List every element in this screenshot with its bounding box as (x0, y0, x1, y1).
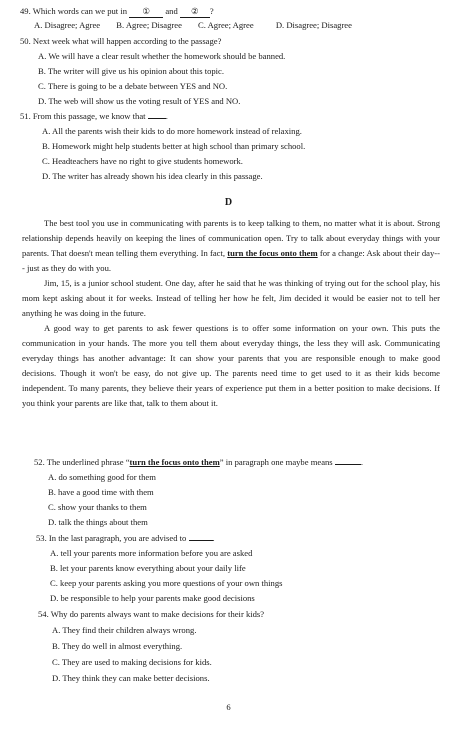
q51-end: . (165, 111, 168, 121)
q50-option-b[interactable]: B. The writer will give us his opinion about this topic. (38, 66, 225, 76)
q52-prefix: 52. The underlined phrase “ (34, 457, 130, 467)
q53-option-b[interactable]: B. let your parents know everything about your daily life (50, 563, 246, 573)
q51-option-a[interactable]: A. All the parents wish their kids to do more homework instead of relaxing. (42, 126, 302, 136)
q52-blank (335, 464, 361, 465)
p1-after: for a change: Ask about their day--- just as they do with you. (22, 248, 440, 273)
passage-paragraph-3: A good way to get parents to ask fewer questions is to offer some information on your own. This puts the communication in your hands. The more you tell them about everyday things, the less they will ask. Communicating everyday things has another advantage: It can show your parents that you are responsible enough to make good decisions. Though it won't be easy, do not give up. The parents need time to get used to it as their kids become independent. To many parents, they believe their years of experience put them in a better position to make decisions. If you think your parents are like that, talk to them about it. (22, 323, 440, 408)
q50-option-d[interactable]: D. The web will show us the voting result of YES and NO. (38, 96, 241, 106)
q49-blank-2 (180, 6, 210, 18)
q53-blank (189, 540, 213, 541)
question-51-stem (20, 111, 168, 122)
q51-option-d[interactable]: D. The writer has already shown his idea clearly in this passage. (42, 171, 263, 181)
q52-phrase: turn the focus onto them (129, 457, 220, 467)
q52-option-b[interactable]: B. have a good time with them (48, 487, 154, 497)
q54-option-b[interactable]: B. They do well in almost everything. (52, 641, 183, 651)
q49-option-c[interactable]: C. Agree; Agree (198, 20, 254, 30)
q49-blank-1-label: ① (142, 6, 151, 16)
question-49-stem (20, 6, 214, 18)
q49-blank-2-label: ② (191, 6, 199, 16)
question-50-stem: 50. Next week what will happen according to the passage? (20, 36, 222, 46)
question-54-stem: 54. Why do parents always want to make decisions for their kids? (38, 609, 265, 619)
q49-option-a[interactable]: A. Disagree; Agree (34, 20, 101, 30)
q54-option-a[interactable]: A. They find their children always wrong. (52, 625, 197, 635)
q49-blank-1 (129, 6, 163, 18)
q51-blank (148, 118, 166, 119)
section-heading: D (224, 197, 233, 208)
q51-stem-text: 51. From this passage, we know that (20, 111, 146, 121)
q52-end: . (360, 457, 363, 467)
q51-option-b[interactable]: B. Homework might help students better at high school than primary school. (42, 141, 306, 151)
p1-underlined-phrase: turn the focus onto them (227, 248, 318, 258)
q54-option-d[interactable]: D. They think they can make better decisions. (52, 673, 210, 683)
q49-mid: and (165, 6, 178, 16)
q53-option-d[interactable]: D. be responsible to help your parents make good decisions (50, 593, 255, 603)
q52-option-d[interactable]: D. talk the things about them (48, 517, 148, 527)
q53-option-c[interactable]: C. keep your parents asking you more questions of your own things (50, 578, 283, 588)
q49-option-d[interactable]: D. Disagree; Disagree (275, 20, 352, 30)
p1-before: The best tool you use in communicating with parents is to keep talking to them, no matter what it is about. Strong relationship depends heavily on keeping the lines of communication open. Try to talk about everyday things with your parents. That doesn't mean telling them everything. In fact, (22, 218, 440, 258)
question-53-stem (36, 533, 215, 544)
q50-option-a[interactable]: A. We will have a clear result whether the homework should be banned. (38, 51, 286, 61)
q53-option-a[interactable]: A. tell your parents more information before you are asked (50, 548, 253, 558)
q50-option-c[interactable]: C. There is going to be a debate between YES and NO. (38, 81, 228, 91)
q49-prefix: 49. Which words can we put in (20, 6, 128, 16)
page-number: 6 (226, 702, 231, 712)
q52-option-c[interactable]: C. show your thanks to them (48, 502, 147, 512)
question-52-stem (34, 457, 363, 468)
q52-suffix: ” in paragraph one maybe means (219, 457, 333, 467)
q51-option-c[interactable]: C. Headteachers have no right to give students homework. (42, 156, 243, 166)
q53-end: . (212, 533, 215, 543)
passage-paragraph-1 (22, 216, 440, 276)
passage-paragraph-2: Jim, 15, is a junior school student. One day, after he said that he was thinking of trying out for the school play, his mom kept asking about it for weeks. Instead of telling her how he felt, Jim decided it would be easier not to tell her anything he was doing in the future. (22, 278, 440, 318)
q52-option-a[interactable]: A. do something good for them (48, 472, 156, 482)
question-49-options (34, 20, 366, 31)
q49-option-b[interactable]: B. Agree; Disagree (116, 20, 182, 30)
q54-option-c[interactable]: C. They are used to making decisions for kids. (52, 657, 212, 667)
q49-suffix: ? (209, 6, 214, 16)
q53-stem-text: 53. In the last paragraph, you are advised to (36, 533, 187, 543)
